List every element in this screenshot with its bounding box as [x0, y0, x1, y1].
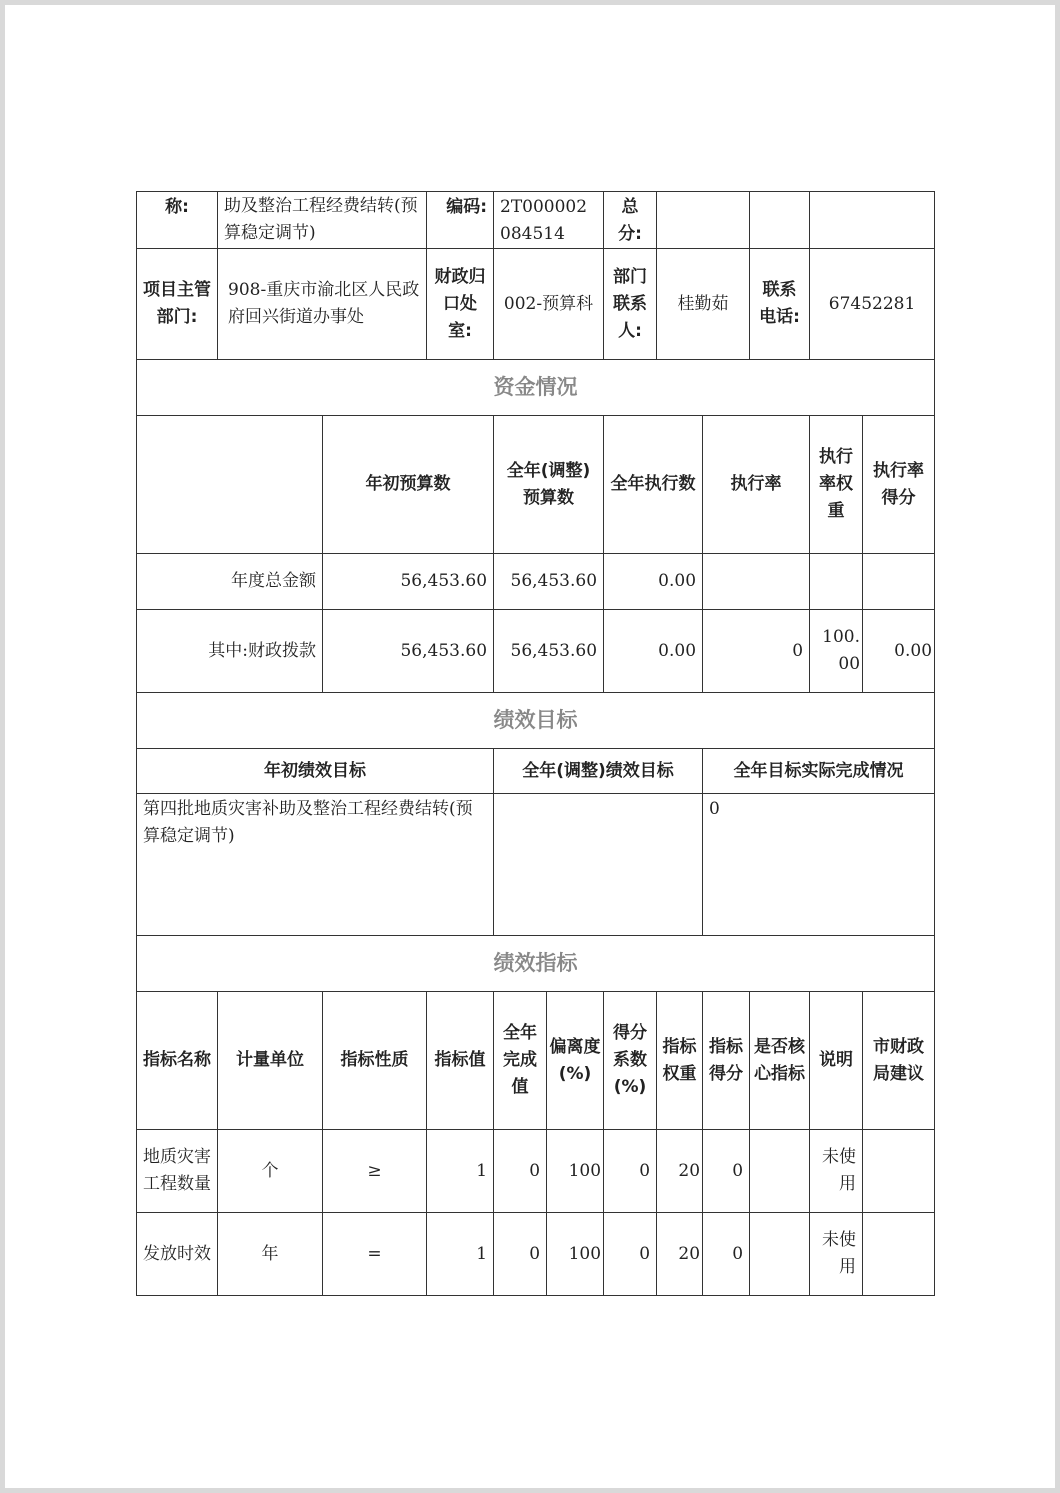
funds-section-row [137, 360, 935, 416]
funds-row-score [863, 554, 935, 610]
ind-col-name: 指标名称 [137, 992, 218, 1130]
office-value: 002-预算科 [494, 249, 604, 360]
funds-row-weight [810, 554, 863, 610]
ind-row-unit: 年 [218, 1213, 323, 1296]
ind-col-coef: 得分系数(%) [604, 992, 657, 1130]
goals-header-row [137, 749, 935, 794]
funds-header-row [137, 416, 935, 554]
funds-row-total [137, 554, 935, 610]
funds-row-adjusted: 56,453.60 [494, 554, 604, 610]
goals-col-actual: 全年目标实际完成情况 [703, 749, 935, 794]
ind-col-nature: 指标性质 [323, 992, 427, 1130]
ind-row-unit: 个 [218, 1130, 323, 1213]
funds-col-executed: 全年执行数 [604, 416, 703, 554]
ind-row-completed: 0 [494, 1130, 547, 1213]
goals-initial-text: 第四批地质灾害补助及整治工程经费结转(预算稳定调节) [137, 794, 494, 936]
office-label: 财政归口处室: [427, 249, 494, 360]
goals-col-adjusted: 全年(调整)绩效目标 [494, 749, 703, 794]
ind-col-unit: 计量单位 [218, 992, 323, 1130]
ind-row-deviation: 100 [547, 1213, 604, 1296]
funds-row-label: 其中:财政拨款 [137, 610, 323, 693]
score-cell-1 [657, 192, 750, 249]
score-cell-3 [810, 192, 935, 249]
funds-col-adjusted: 全年(调整)预算数 [494, 416, 604, 554]
code-label: 编码: [427, 192, 494, 249]
funds-row-score: 0.00 [863, 610, 935, 693]
ind-row-weight: 20 [657, 1130, 703, 1213]
funds-row-fiscal [137, 610, 935, 693]
goals-actual-text: 0 [703, 794, 935, 936]
funds-row-executed: 0.00 [604, 554, 703, 610]
funds-row-initial: 56,453.60 [323, 554, 494, 610]
funds-row-initial: 56,453.60 [323, 610, 494, 693]
ind-col-value: 指标值 [427, 992, 494, 1130]
funds-row-executed: 0.00 [604, 610, 703, 693]
dept-value: 908-重庆市渝北区人民政府回兴街道办事处 [218, 249, 427, 360]
ind-row-score: 0 [703, 1213, 750, 1296]
ind-col-advice: 市财政局建议 [863, 992, 935, 1130]
ind-row-name: 发放时效 [137, 1213, 218, 1296]
indicator-row [137, 1130, 935, 1213]
goals-content-row [137, 794, 935, 936]
funds-col-score: 执行率得分 [863, 416, 935, 554]
goals-section-row [137, 693, 935, 749]
ind-row-coef: 0 [604, 1213, 657, 1296]
ind-row-value: 1 [427, 1213, 494, 1296]
funds-col-rate: 执行率 [703, 416, 810, 554]
header-row-dept [137, 249, 935, 360]
ind-row-core [750, 1130, 810, 1213]
ind-row-score: 0 [703, 1130, 750, 1213]
funds-section-title: 资金情况 [137, 360, 935, 416]
code-value: 2T000002084514 [494, 192, 604, 249]
goals-adjusted-text [494, 794, 703, 936]
dept-label: 项目主管部门: [137, 249, 218, 360]
header-row-name [137, 192, 935, 249]
indicators-section-title: 绩效指标 [137, 936, 935, 992]
ind-row-advice [863, 1130, 935, 1213]
phone-value: 67452281 [810, 249, 935, 360]
ind-col-deviation: 偏离度(%) [547, 992, 604, 1130]
funds-col-weight: 执行率权重 [810, 416, 863, 554]
ind-row-note: 未使用 [810, 1130, 863, 1213]
ind-row-value: 1 [427, 1130, 494, 1213]
ind-row-advice [863, 1213, 935, 1296]
ind-row-weight: 20 [657, 1213, 703, 1296]
ind-row-coef: 0 [604, 1130, 657, 1213]
goals-col-initial: 年初绩效目标 [137, 749, 494, 794]
funds-row-weight: 100.00 [810, 610, 863, 693]
ind-row-nature: = [323, 1213, 427, 1296]
score-label: 总分: [604, 192, 657, 249]
ind-row-core [750, 1213, 810, 1296]
ind-row-nature: ≥ [323, 1130, 427, 1213]
ind-row-note: 未使用 [810, 1213, 863, 1296]
ind-col-completed: 全年完成值 [494, 992, 547, 1130]
funds-col-initial: 年初预算数 [323, 416, 494, 554]
contact-value: 桂勤茹 [657, 249, 750, 360]
indicators-header-row [137, 992, 935, 1130]
ind-col-weight: 指标权重 [657, 992, 703, 1130]
ind-col-score: 指标得分 [703, 992, 750, 1130]
ind-row-name: 地质灾害工程数量 [137, 1130, 218, 1213]
ind-row-deviation: 100 [547, 1130, 604, 1213]
ind-col-core: 是否核心指标 [750, 992, 810, 1130]
goals-section-title: 绩效目标 [137, 693, 935, 749]
ind-row-completed: 0 [494, 1213, 547, 1296]
phone-label: 联系电话: [750, 249, 810, 360]
funds-row-rate: 0 [703, 610, 810, 693]
funds-row-label: 年度总金额 [137, 554, 323, 610]
indicators-section-row [137, 936, 935, 992]
funds-row-rate [703, 554, 810, 610]
name-label: 称: [137, 192, 218, 249]
indicator-row [137, 1213, 935, 1296]
name-value: 助及整治工程经费结转(预算稳定调节) [218, 192, 427, 249]
funds-header-blank [137, 416, 323, 554]
score-cell-2 [750, 192, 810, 249]
ind-col-note: 说明 [810, 992, 863, 1130]
contact-label: 部门联系人: [604, 249, 657, 360]
funds-row-adjusted: 56,453.60 [494, 610, 604, 693]
performance-table [136, 191, 935, 1296]
